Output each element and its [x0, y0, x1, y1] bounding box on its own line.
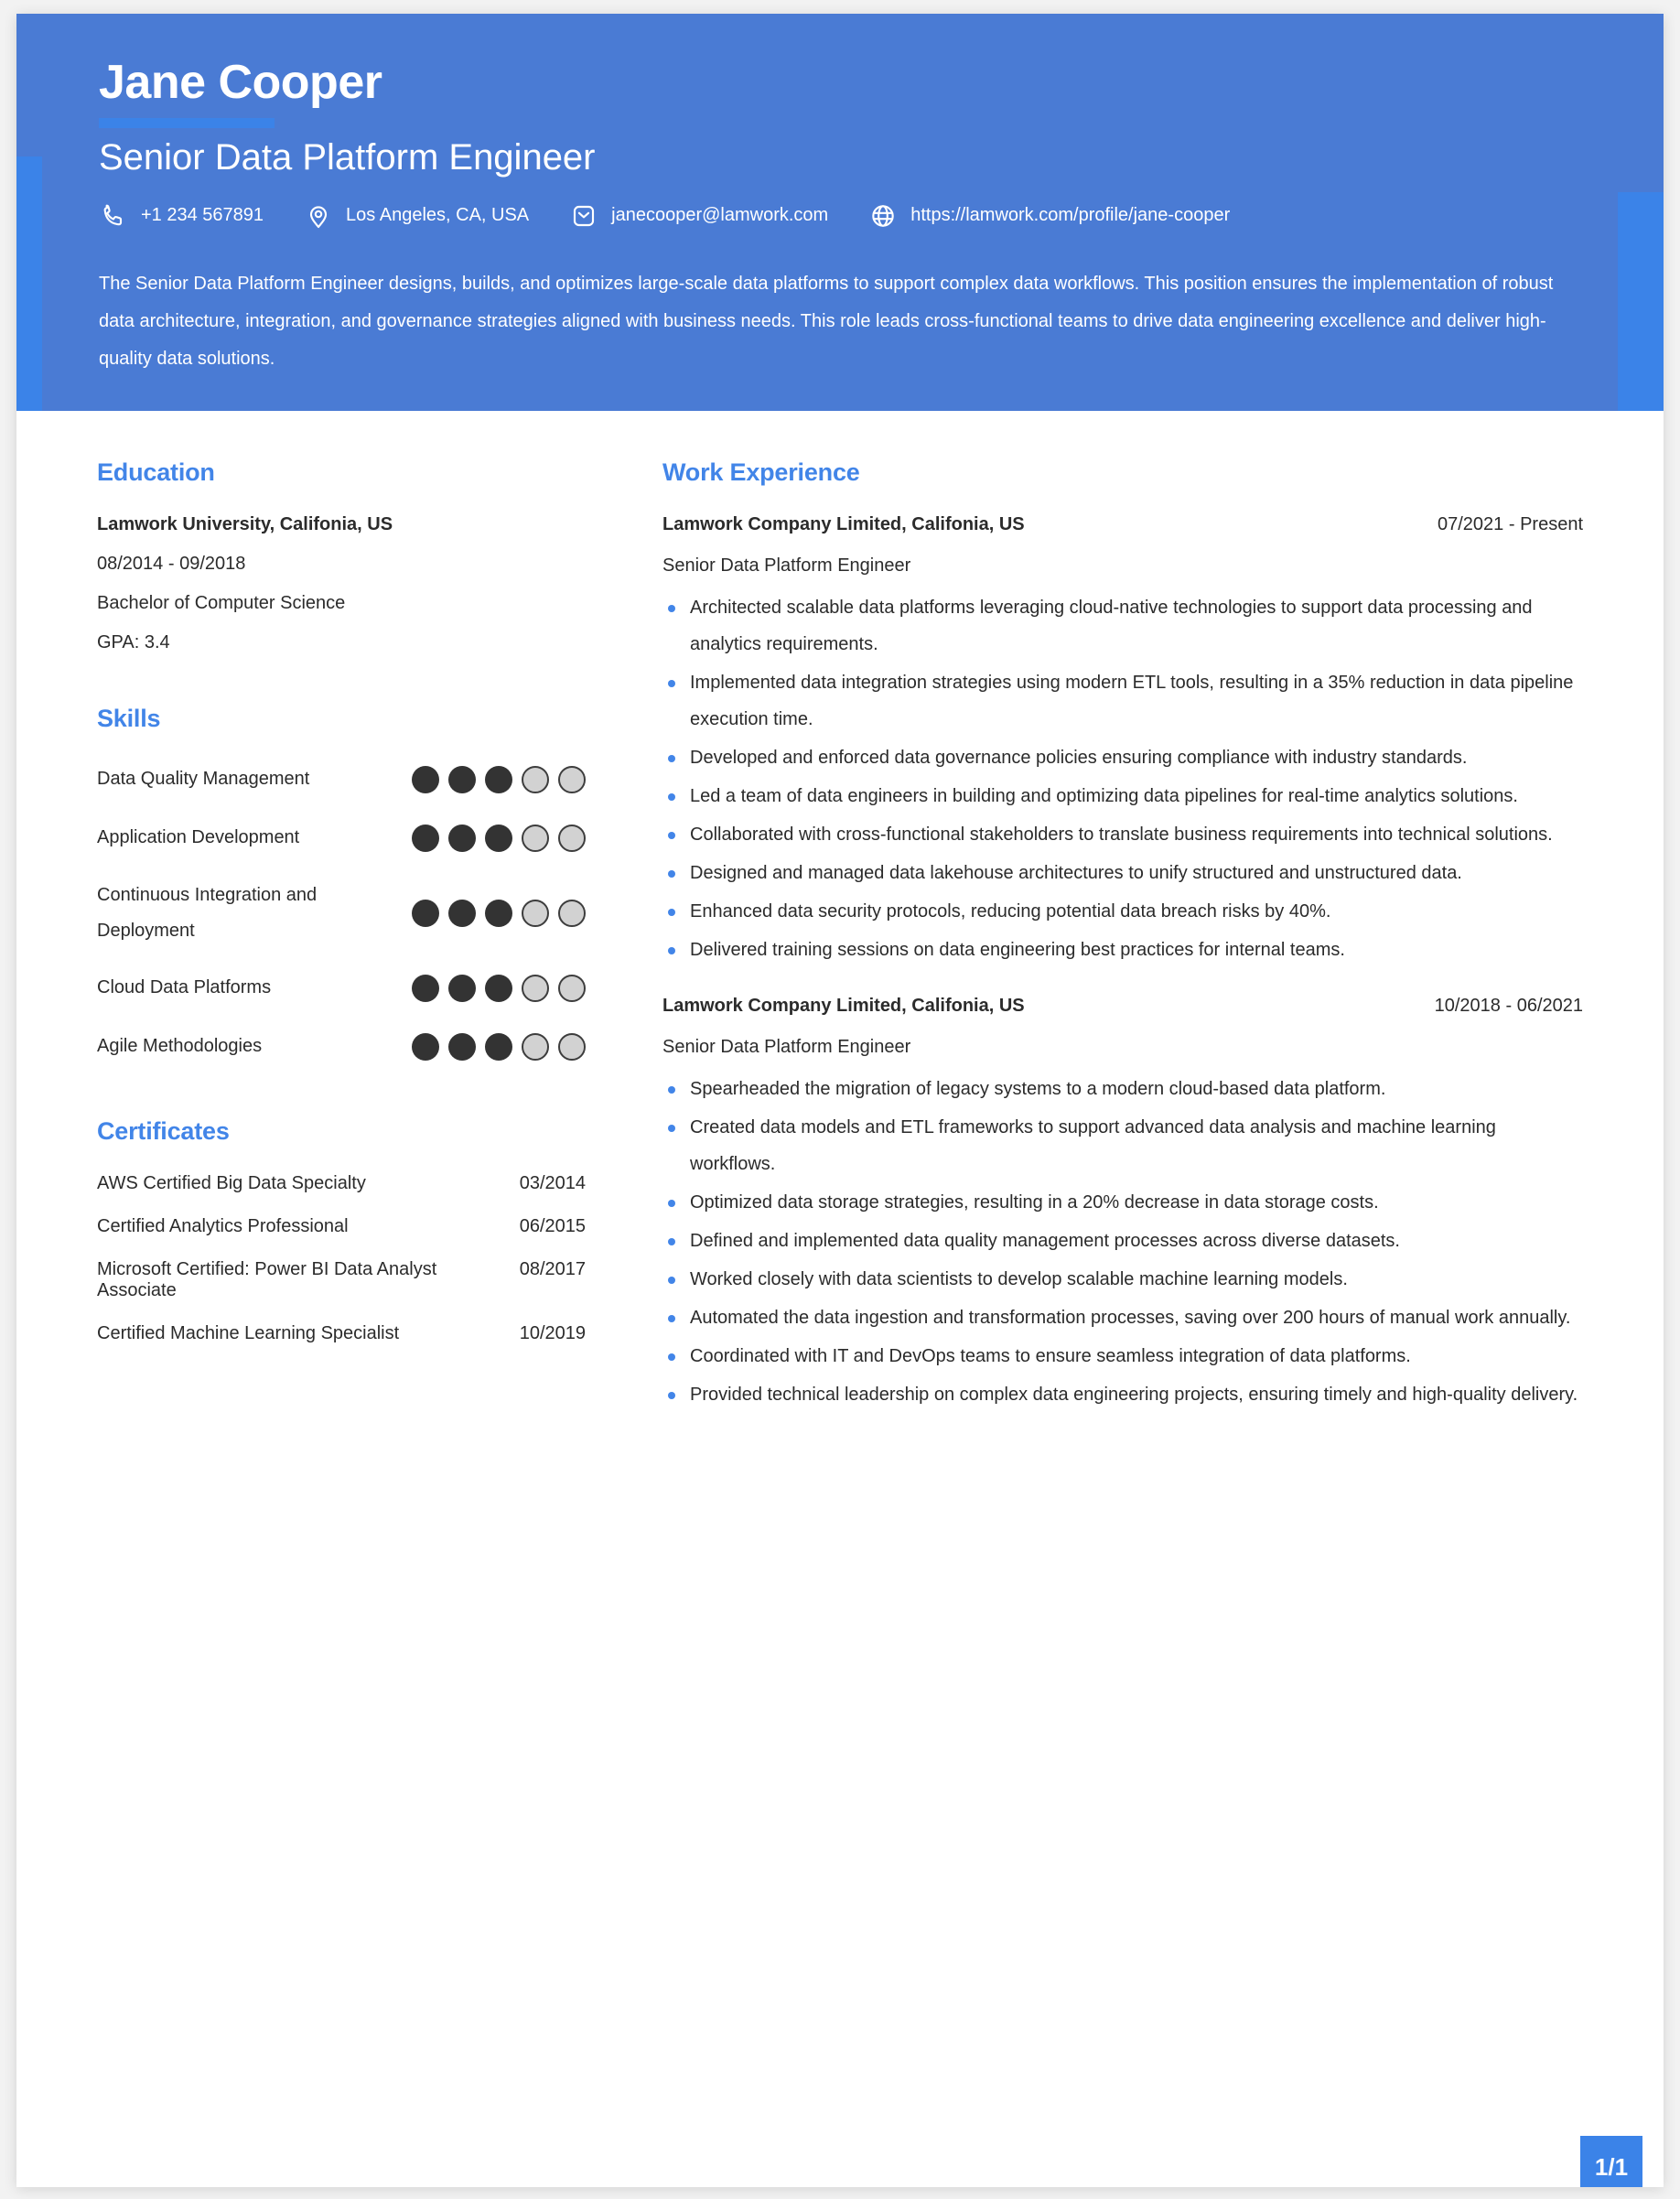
name-underline-rule — [99, 118, 275, 128]
certificate-date: 08/2017 — [519, 1258, 586, 1279]
job-dates: 10/2018 - 06/2021 — [1434, 995, 1583, 1016]
education-gpa: GPA: 3.4 — [97, 631, 170, 652]
education-organization: Lamwork University, Califonia, US — [97, 513, 393, 534]
skill-row — [97, 969, 586, 1008]
right-column — [626, 458, 1583, 1464]
job-bullet: Developed and enforced data governance policies ensuring compliance with industry standards. — [662, 739, 1583, 776]
rating-dot-empty — [522, 975, 549, 1002]
certificate-name: Microsoft Certified: Power BI Data Analyst Associate — [97, 1258, 437, 1300]
resume-page — [16, 14, 1664, 2187]
job-organization: Lamwork Company Limited, Califonia, US — [662, 513, 1025, 534]
skill-rating-dots — [412, 766, 586, 793]
rating-dot-filled — [412, 766, 439, 793]
work-experience-section — [662, 458, 1583, 1413]
job-bullet: Collaborated with cross-functional stakeholders to translate business requirements into technical solutions. — [662, 816, 1583, 853]
certificate-row — [97, 1173, 586, 1194]
rating-dot-filled — [485, 1033, 512, 1061]
skill-row — [97, 760, 586, 799]
job-bullet: Coordinated with IT and DevOps teams to ensure seamless integration of data platforms. — [662, 1338, 1583, 1374]
job-entry — [662, 514, 1583, 968]
envelope-icon — [569, 201, 598, 231]
job-bullet: Worked closely with data scientists to develop scalable machine learning models. — [662, 1261, 1583, 1298]
job-bullet-list — [662, 589, 1583, 968]
resume-header — [16, 14, 1664, 411]
rating-dot-empty — [558, 766, 586, 793]
globe-icon — [868, 201, 898, 231]
contact-email-value: janecooper@lamwork.com — [611, 205, 829, 226]
left-column — [97, 458, 626, 1464]
job-bullet: Enhanced data security protocols, reducing potential data breach risks by 40%. — [662, 893, 1583, 930]
job-header — [662, 996, 1583, 1017]
rating-dot-filled — [448, 766, 476, 793]
contact-website[interactable] — [868, 201, 1230, 231]
job-bullet: Delivered training sessions on data engineering best practices for internal teams. — [662, 932, 1583, 968]
contact-location[interactable] — [304, 201, 529, 231]
job-entry — [662, 996, 1583, 1413]
education-section-title: Education — [97, 458, 215, 486]
job-bullet: Provided technical leadership on complex data engineering projects, ensuring timely and high-quality delivery. — [662, 1376, 1583, 1413]
education-entry — [97, 514, 586, 653]
rating-dot-filled — [485, 825, 512, 852]
location-pin-icon — [304, 201, 333, 231]
job-bullet: Led a team of data engineers in building and optimizing data pipelines for real-time analytics solutions. — [662, 778, 1583, 814]
candidate-name: Jane Cooper — [99, 56, 382, 109]
rating-dot-filled — [448, 900, 476, 927]
job-bullet: Created data models and ETL frameworks to support advanced data analysis and machine learning workflows. — [662, 1109, 1583, 1182]
job-bullet: Spearheaded the migration of legacy systems to a modern cloud-based data platform. — [662, 1071, 1583, 1107]
skill-rating-dots — [412, 1033, 586, 1061]
rating-dot-filled — [485, 900, 512, 927]
skill-name: Cloud Data Platforms — [97, 977, 272, 998]
certificate-date: 03/2014 — [519, 1172, 586, 1193]
certificates-list — [97, 1173, 586, 1344]
job-organization: Lamwork Company Limited, Califonia, US — [662, 995, 1025, 1016]
rating-dot-empty — [558, 1033, 586, 1061]
education-dates: 08/2014 - 09/2018 — [97, 553, 246, 574]
candidate-job-title: Senior Data Platform Engineer — [99, 136, 596, 178]
rating-dot-filled — [448, 825, 476, 852]
job-bullet: Automated the data ingestion and transformation processes, saving over 200 hours of manual work annually. — [662, 1299, 1583, 1336]
job-bullet: Designed and managed data lakehouse architectures to unify structured and unstructured data. — [662, 855, 1583, 891]
skills-list — [97, 760, 586, 1066]
resume-body — [16, 411, 1664, 1464]
education-section — [97, 458, 586, 653]
certificate-name: Certified Analytics Professional — [97, 1215, 349, 1236]
skills-section-title: Skills — [97, 704, 161, 732]
certificate-row — [97, 1259, 586, 1301]
rating-dot-filled — [412, 900, 439, 927]
skills-section — [97, 705, 586, 1066]
phone-icon — [99, 201, 128, 231]
skill-rating-dots — [412, 975, 586, 1002]
skill-row — [97, 1028, 586, 1066]
work-experience-section-title: Work Experience — [662, 458, 860, 486]
skill-name: Application Development — [97, 827, 300, 848]
contact-location-value: Los Angeles, CA, USA — [346, 205, 530, 226]
certificate-date: 06/2015 — [519, 1215, 586, 1236]
jobs-list — [662, 514, 1583, 1413]
job-bullet: Architected scalable data platforms leveraging cloud-native technologies to support data processing and analytics requirements. — [662, 589, 1583, 663]
certificate-row — [97, 1323, 586, 1344]
rating-dot-filled — [412, 1033, 439, 1061]
rating-dot-filled — [448, 975, 476, 1002]
contact-row — [99, 201, 1581, 231]
skill-rating-dots — [412, 900, 586, 927]
skill-name: Continuous Integration and Deployment — [97, 884, 318, 941]
rating-dot-empty — [558, 825, 586, 852]
rating-dot-filled — [485, 766, 512, 793]
rating-dot-empty — [522, 900, 549, 927]
rating-dot-filled — [412, 975, 439, 1002]
contact-website-value: https://lamwork.com/profile/jane-cooper — [910, 205, 1231, 226]
education-degree: Bachelor of Computer Science — [97, 592, 346, 613]
job-bullet-list — [662, 1071, 1583, 1413]
skill-rating-dots — [412, 825, 586, 852]
certificates-section-title: Certificates — [97, 1116, 230, 1145]
rating-dot-empty — [558, 900, 586, 927]
rating-dot-empty — [522, 766, 549, 793]
rating-dot-empty — [558, 975, 586, 1002]
job-bullet: Optimized data storage strategies, resulting in a 20% decrease in data storage costs. — [662, 1184, 1583, 1221]
rating-dot-empty — [522, 1033, 549, 1061]
job-bullet: Defined and implemented data quality management processes across diverse datasets. — [662, 1223, 1583, 1259]
contact-email[interactable] — [569, 201, 828, 231]
job-header — [662, 514, 1583, 535]
contact-phone-value: +1 234 567891 — [141, 205, 264, 226]
rating-dot-empty — [522, 825, 549, 852]
contact-phone[interactable] — [99, 201, 264, 231]
certificates-section — [97, 1117, 586, 1344]
rating-dot-filled — [412, 825, 439, 852]
skill-name: Data Quality Management — [97, 769, 310, 790]
profile-summary: The Senior Data Platform Engineer designs, builds, and optimizes large-scale data platforms to support complex data workflows. This position ensures the implementation of robust data architecture, integration, and governance strategies aligned with business needs. This role leads cross-functional teams to drive data engineering excellence and deliver high-quality data solutions. — [99, 273, 1554, 369]
rating-dot-filled — [485, 975, 512, 1002]
job-role: Senior Data Platform Engineer — [662, 1036, 911, 1057]
rating-dot-filled — [448, 1033, 476, 1061]
skill-name: Agile Methodologies — [97, 1036, 263, 1057]
job-bullet: Implemented data integration strategies using modern ETL tools, resulting in a 35% reduction in data pipeline execution time. — [662, 664, 1583, 738]
skill-row — [97, 878, 586, 949]
page-indicator-badge: 1/1 — [1580, 2136, 1642, 2187]
certificate-name: AWS Certified Big Data Specialty — [97, 1172, 366, 1193]
certificate-row — [97, 1216, 586, 1237]
job-role: Senior Data Platform Engineer — [662, 555, 911, 576]
certificate-name: Certified Machine Learning Specialist — [97, 1322, 400, 1343]
job-dates: 07/2021 - Present — [1438, 513, 1583, 534]
skill-row — [97, 819, 586, 857]
certificate-date: 10/2019 — [519, 1322, 586, 1343]
